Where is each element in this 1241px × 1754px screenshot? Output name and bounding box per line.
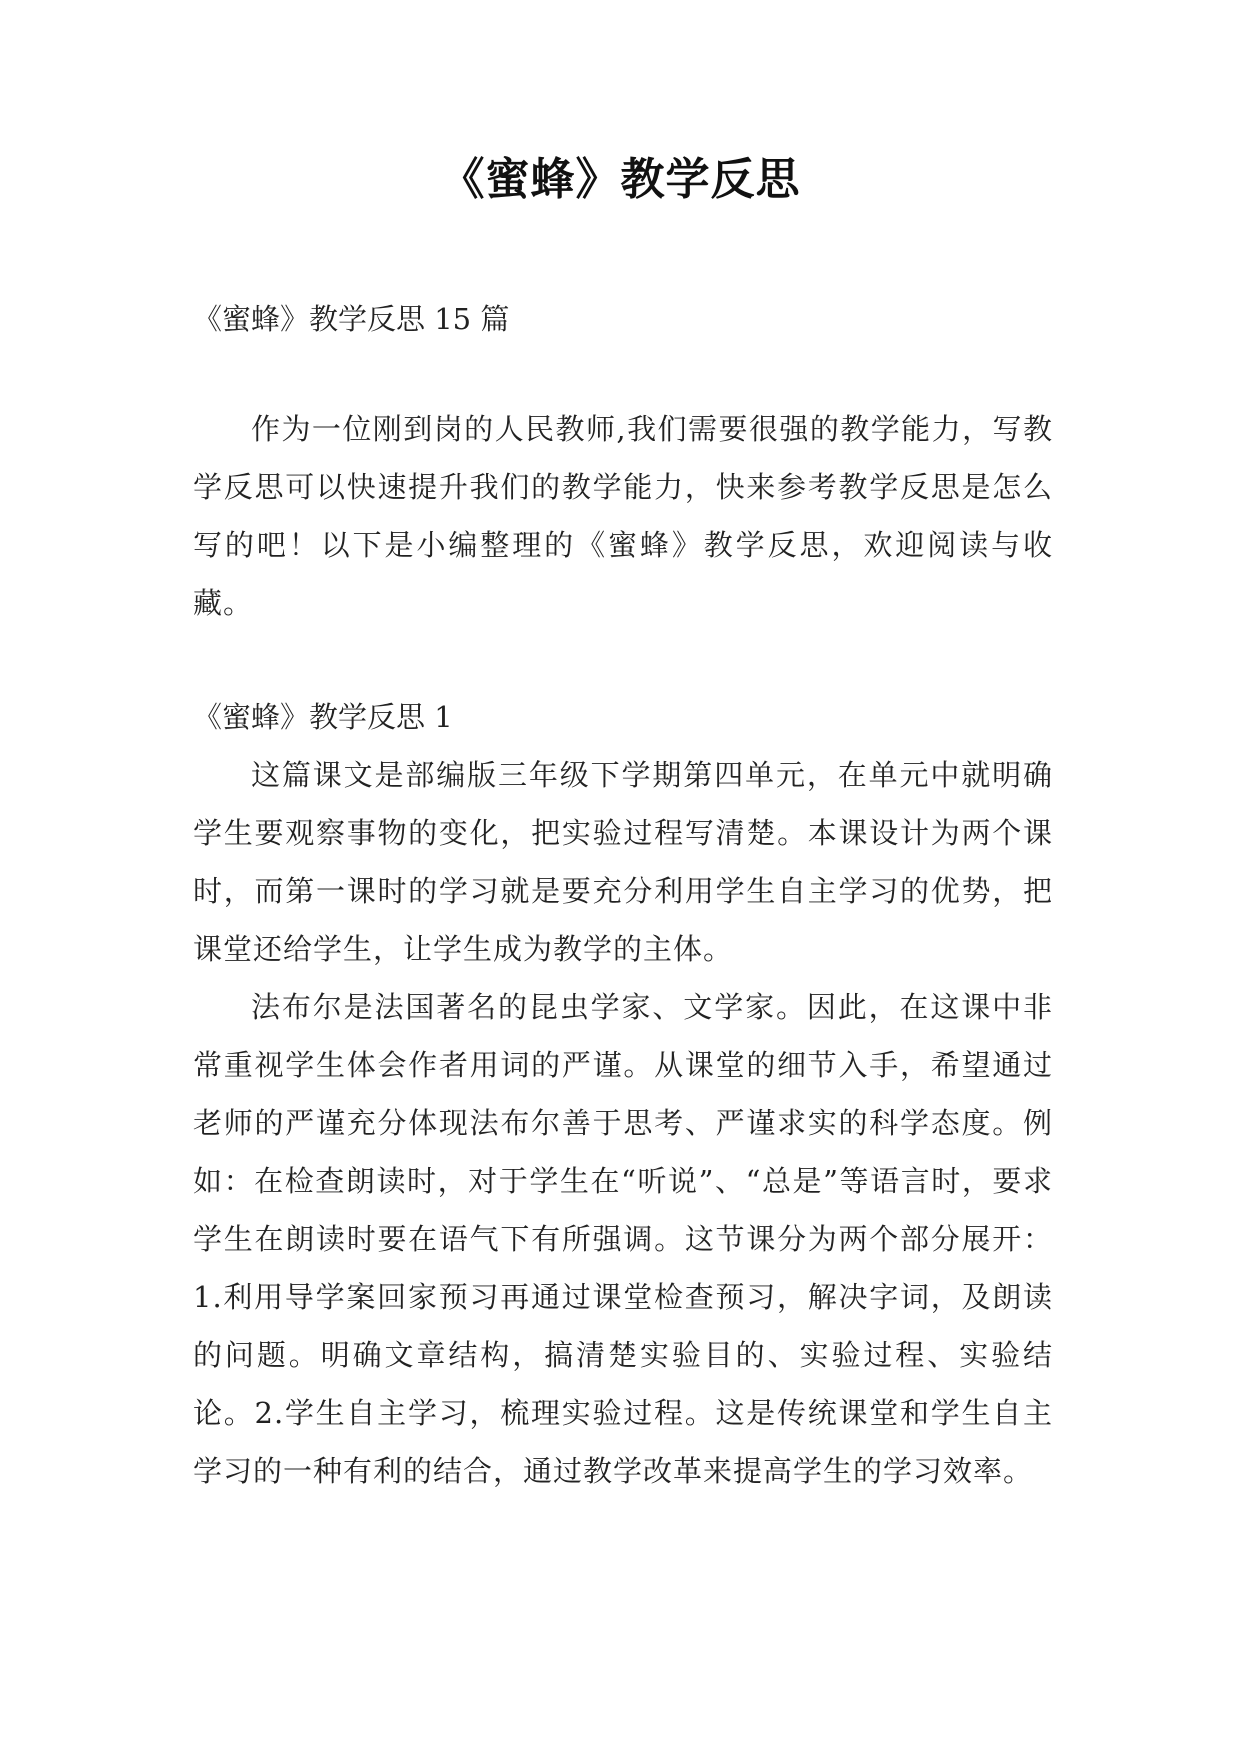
section-heading: 《蜜蜂》教学反思 1 — [193, 700, 453, 734]
document-subtitle: 《蜜蜂》教学反思 15 篇 — [193, 302, 510, 336]
document-body — [193, 290, 1053, 1500]
intro-paragraph: 作为一位刚到岗的人民教师,我们需要很强的教学能力，写教学反思可以快速提升我们的教学能力，快来参考教学反思是怎么写的吧！以下是小编整理的《蜜蜂》教学反思，欢迎阅读与收藏。 — [193, 412, 1053, 620]
page-title: 《蜜蜂》教学反思 — [440, 154, 801, 205]
body-paragraph: 这篇课文是部编版三年级下学期第四单元，在单元中就明确学生要观察事物的变化，把实验过程写清楚。本课设计为两个课时，而第一课时的学习就是要充分利用学生自主学习的优势，把课堂还给学生，让学生成为教学的主体。 — [193, 758, 1053, 966]
body-paragraph: 法布尔是法国著名的昆虫学家、文学家。因此，在这课中非常重视学生体会作者用词的严谨。从课堂的细节入手，希望通过老师的严谨充分体现法布尔善于思考、严谨求实的科学态度。例如：在检查朗读时，对于学生在“听说”、“总是”等语言时，要求学生在朗读时要在语气下有所强调。这节课分为两个部分展开：1.利用导学案回家预习再通过课堂检查预习，解决字词，及朗读的问题。明确文章结构，搞清楚实验目的、实验过程、实验结论。2.学生自主学习，梳理实验过程。这是传统课堂和学生自主学习的一种有利的结合，通过教学改革来提高学生的学习效率。 — [193, 990, 1053, 1488]
